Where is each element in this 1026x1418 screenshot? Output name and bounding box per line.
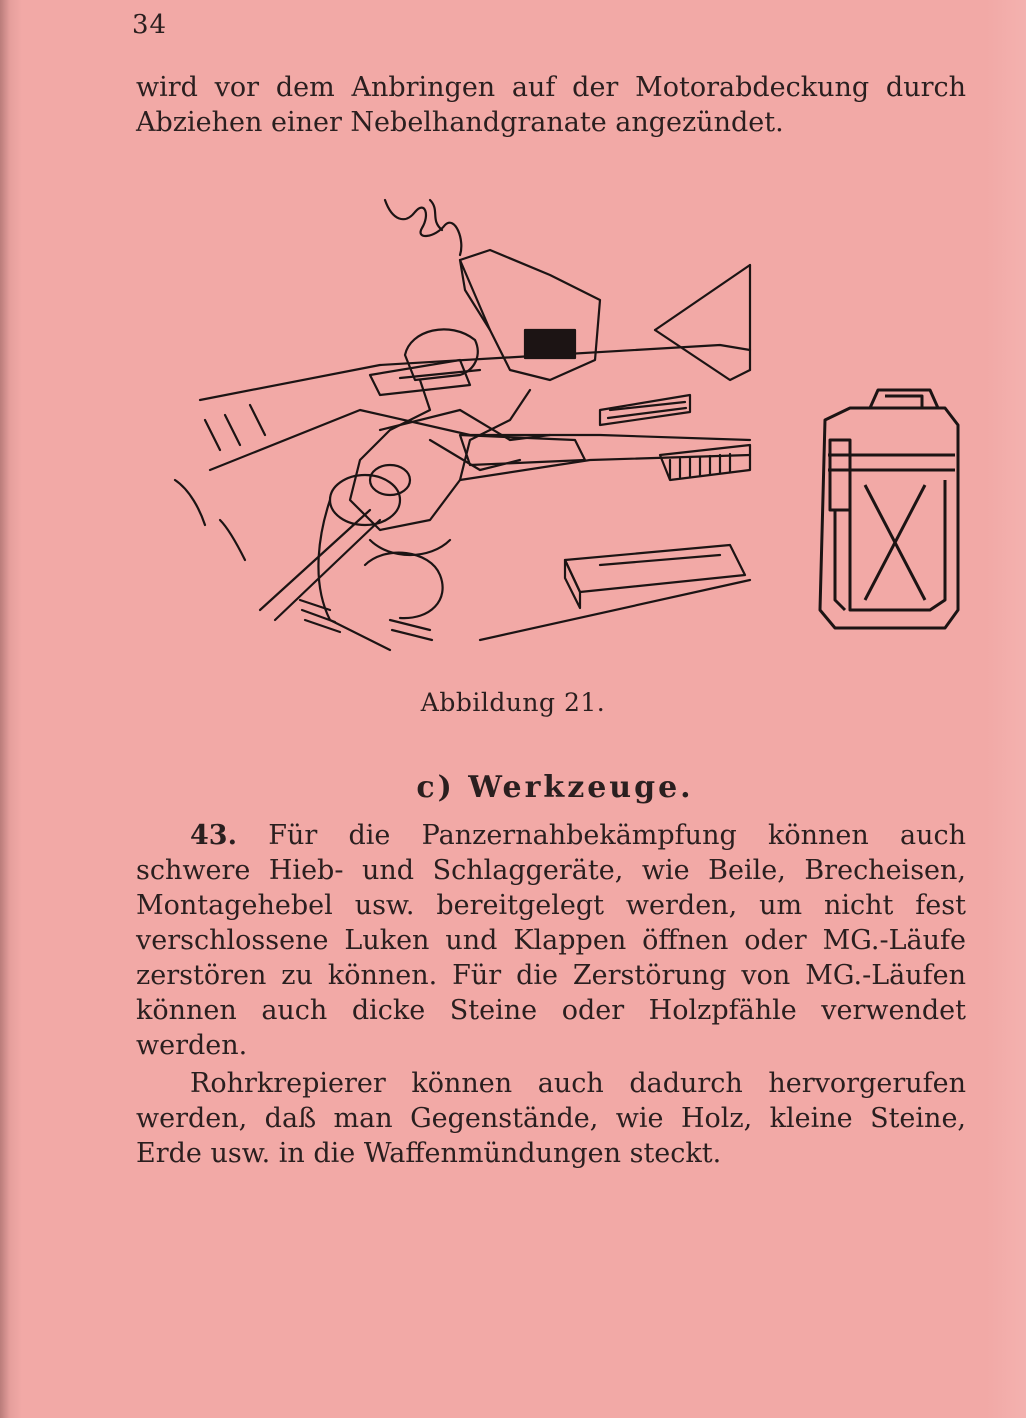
paragraph-43-text: Für die Panzernahbekämpfung können auch schwere Hieb- und Schlaggeräte, wie Beile, Brecheisen, Montagehebel usw. bereitgelegt werden, um nicht fest verschlossene Luken und Klappen öffnen oder MG.-Läufe zerstören zu können. Für die Zerstörung von MG.-Läufen können auch dicke Steine oder Holzpfähle verwendet werden. [136, 820, 966, 1061]
soldier-tank-illustration-icon [130, 180, 970, 680]
paragraph-43 [136, 818, 966, 1063]
paragraph-number: 43. [190, 820, 237, 851]
intro-text: wird vor dem Anbringen auf der Motorabdeckung durch Abziehen einer Nebelhandgranate angezündet. [136, 72, 966, 138]
page-number: 34 [132, 10, 168, 40]
paragraph-rohrkrepierer [136, 1066, 966, 1171]
section-heading: c) Werkzeuge. [416, 770, 694, 805]
intro-paragraph [136, 70, 966, 140]
paragraph-rohrkrepierer-text: Rohrkrepierer können auch dadurch hervorgerufen werden, daß man Gegenstände, wie Holz, kleine Steine, Erde usw. in die Waffenmündungen steckt. [136, 1068, 966, 1169]
paragraph-43-body [136, 818, 966, 1063]
figure-caption: Abbildung 21. [420, 688, 606, 717]
figure-illustration [130, 180, 970, 680]
